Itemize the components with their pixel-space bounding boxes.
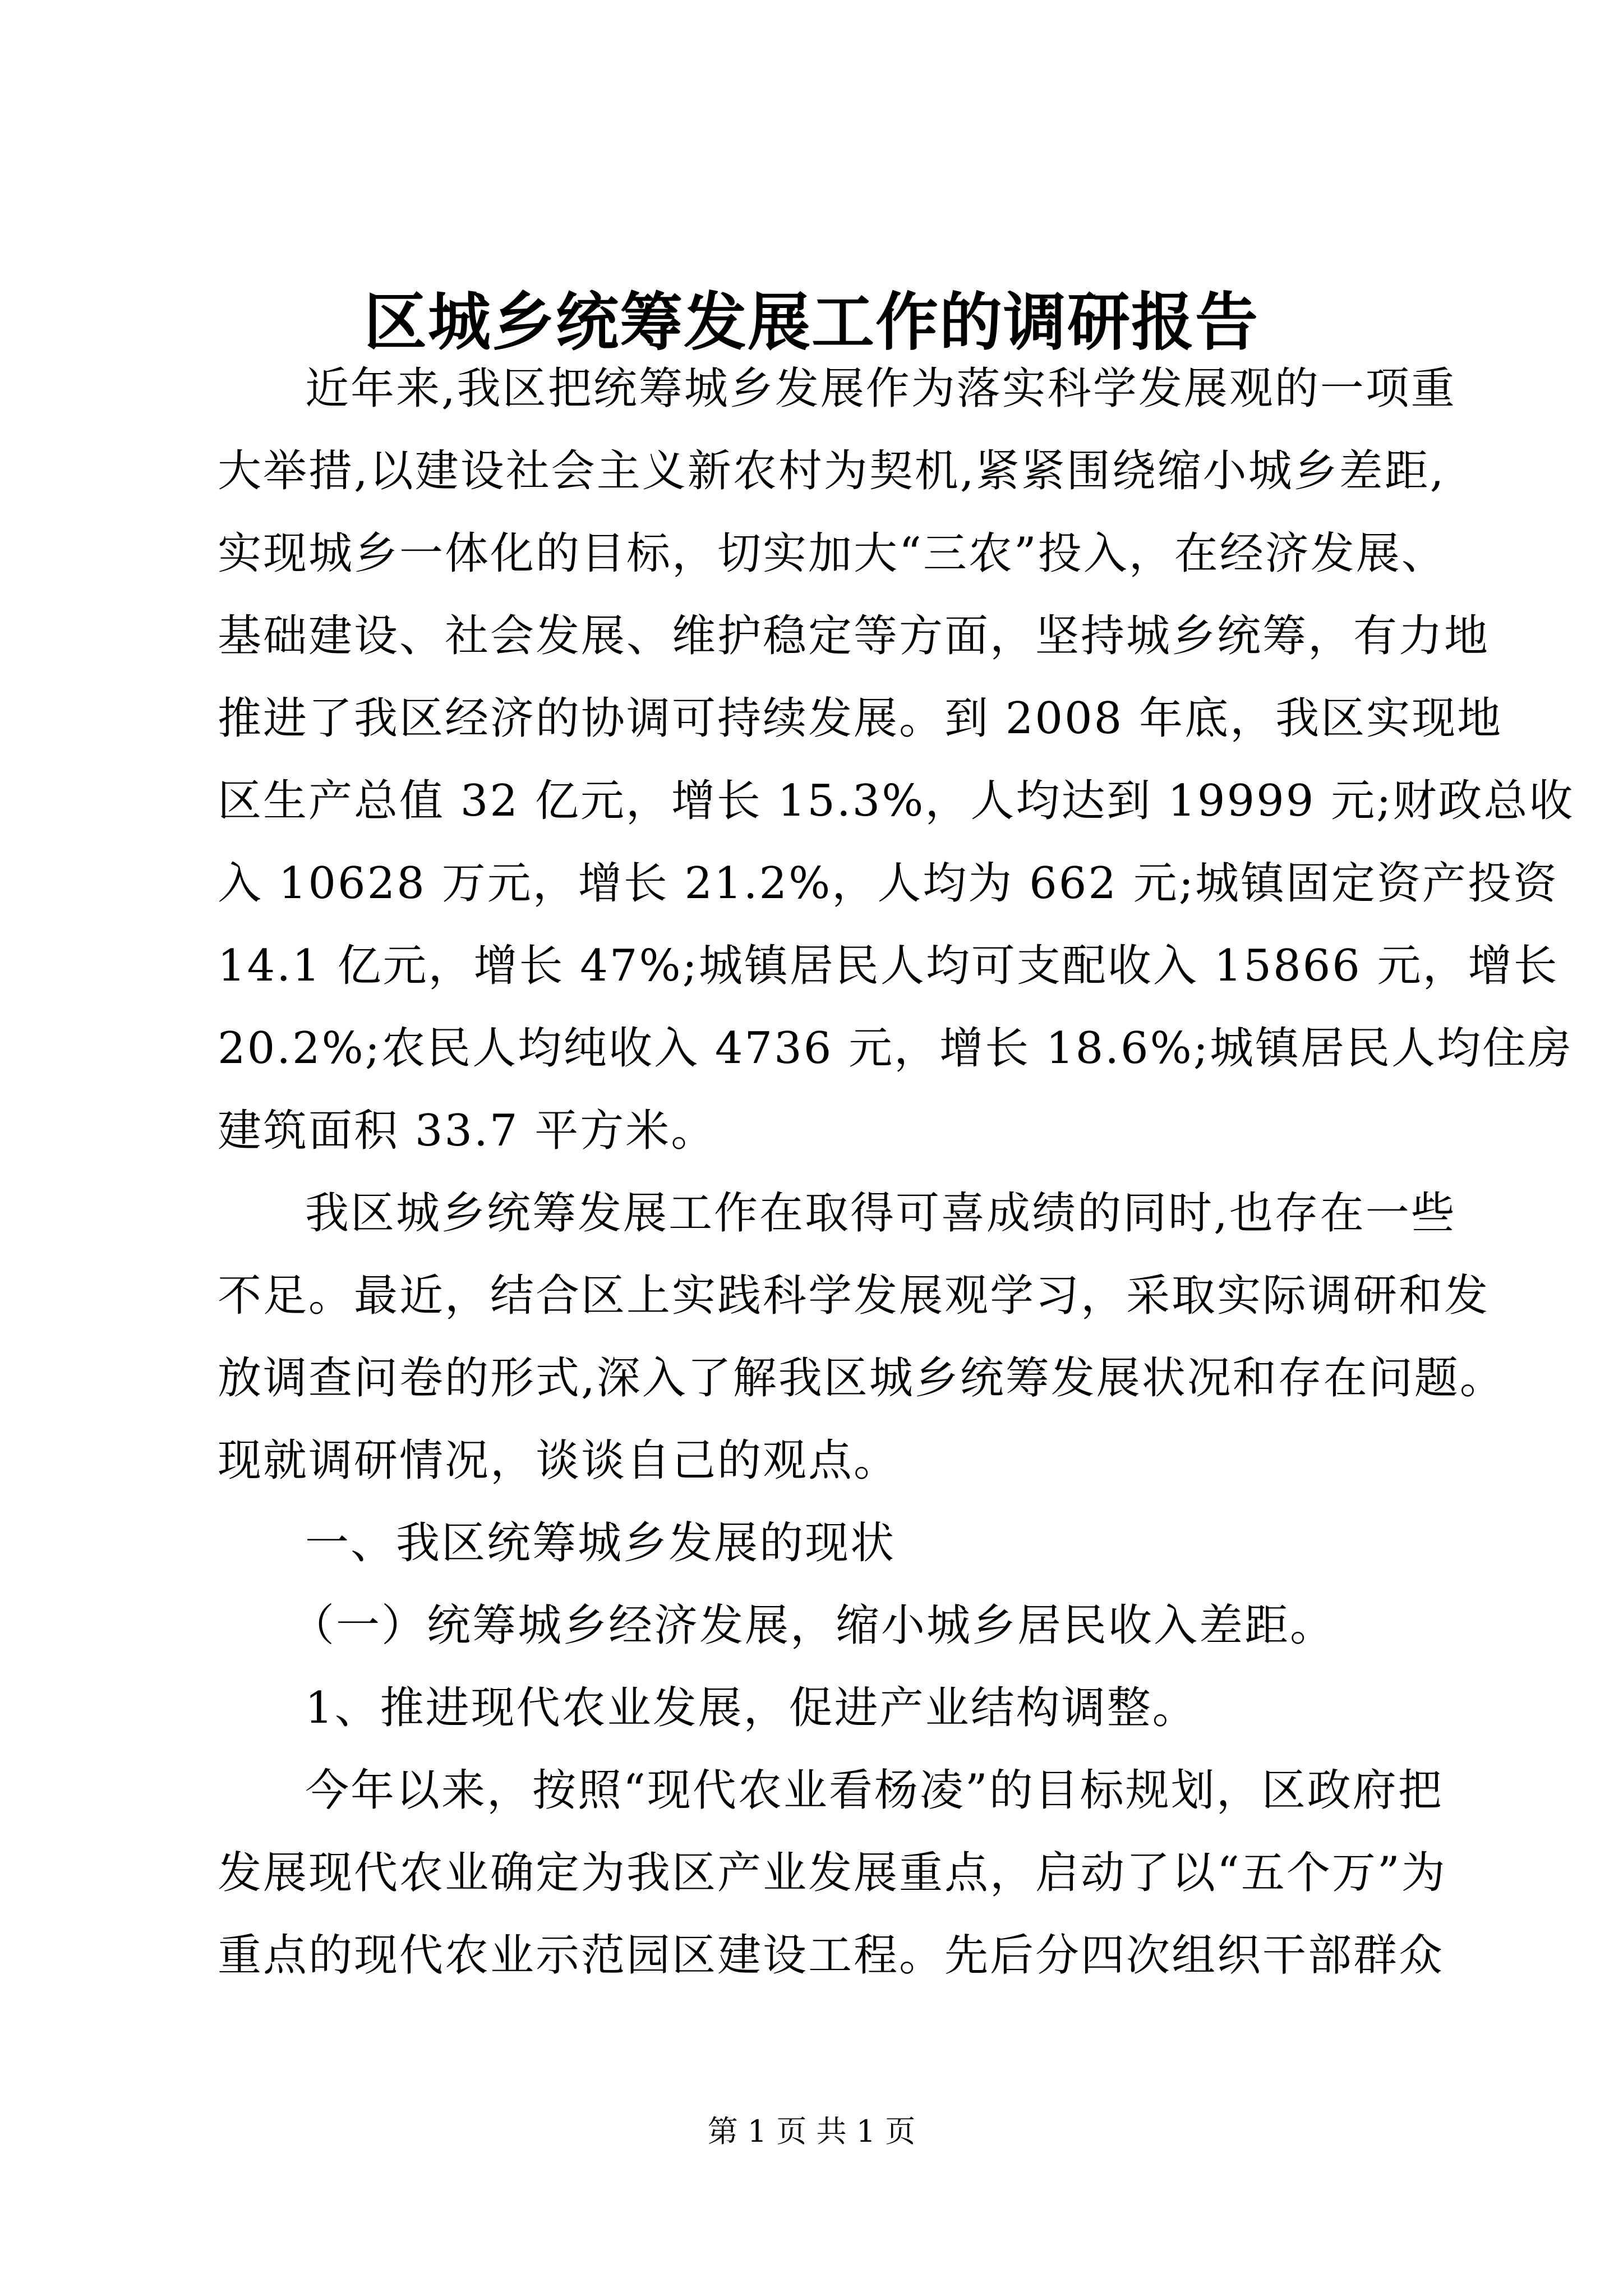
paragraph-line: 近年来,我区把统筹城乡发展作为落实科学发展观的一项重 xyxy=(305,364,1456,414)
paragraph-line: 现就调研情况，谈谈自己的观点。 xyxy=(218,1435,900,1486)
paragraph-line: 20.2%;农民人均纯收入 4736 元，增长 18.6%;城镇居民人均住房 xyxy=(218,1023,1574,1074)
paragraph-line: 发展现代农业确定为我区产业发展重点，启动了以“五个万”为 xyxy=(218,1848,1447,1898)
paragraph-line: 我区城乡统筹发展工作在取得可喜成绩的同时,也存在一些 xyxy=(305,1188,1456,1239)
document-title: 区城乡统筹发展工作的调研报告 xyxy=(364,286,1259,359)
paragraph-line: 建筑面积 33.7 平方米。 xyxy=(218,1106,717,1156)
document-body xyxy=(218,348,1575,1997)
paragraph-line: 推进了我区经济的协调可持续发展。到 2008 年底，我区实现地 xyxy=(218,693,1503,744)
paragraph-line: 入 10628 万元，增长 21.2%，人均为 662 元;城镇固定资产投资 xyxy=(218,858,1559,909)
paragraph-line: 基础建设、社会发展、维护稳定等方面，坚持城乡统筹，有力地 xyxy=(218,611,1490,661)
paragraph-line: 实现城乡一体化的目标，切实加大“三农”投入，在经济发展、 xyxy=(218,528,1447,579)
page-footer: 第 1 页 共 1 页 xyxy=(707,2114,916,2149)
paragraph-line: 放调查问卷的形式,深入了解我区城乡统筹发展状况和存在问题。 xyxy=(218,1353,1505,1404)
paragraph-line: 区生产总值 32 亿元，增长 15.3%，人均达到 19999 元;财政总收 xyxy=(218,776,1575,826)
section-heading: 一、我区统筹城乡发展的现状 xyxy=(305,1518,896,1568)
item-heading: 1、推进现代农业发展，促进产业结构调整。 xyxy=(305,1683,1198,1733)
paragraph-line: 大举措,以建设社会主义新农村为契机,紧紧围绕缩小城乡差距, xyxy=(218,446,1446,496)
subsection-heading: （一）统筹城乡经济发展，缩小城乡居民收入差距。 xyxy=(291,1600,1336,1651)
paragraph-line: 14.1 亿元，增长 47%;城镇居民人均可支配收入 15866 元，增长 xyxy=(218,941,1559,991)
paragraph-line: 今年以来，按照“现代农业看杨凌”的目标规划，区政府把 xyxy=(305,1765,1444,1816)
paragraph-line: 重点的现代农业示范园区建设工程。先后分四次组织干部群众 xyxy=(218,1930,1445,1981)
paragraph-line: 不足。最近，结合区上实践科学发展观学习，采取实际调研和发 xyxy=(218,1271,1490,1321)
